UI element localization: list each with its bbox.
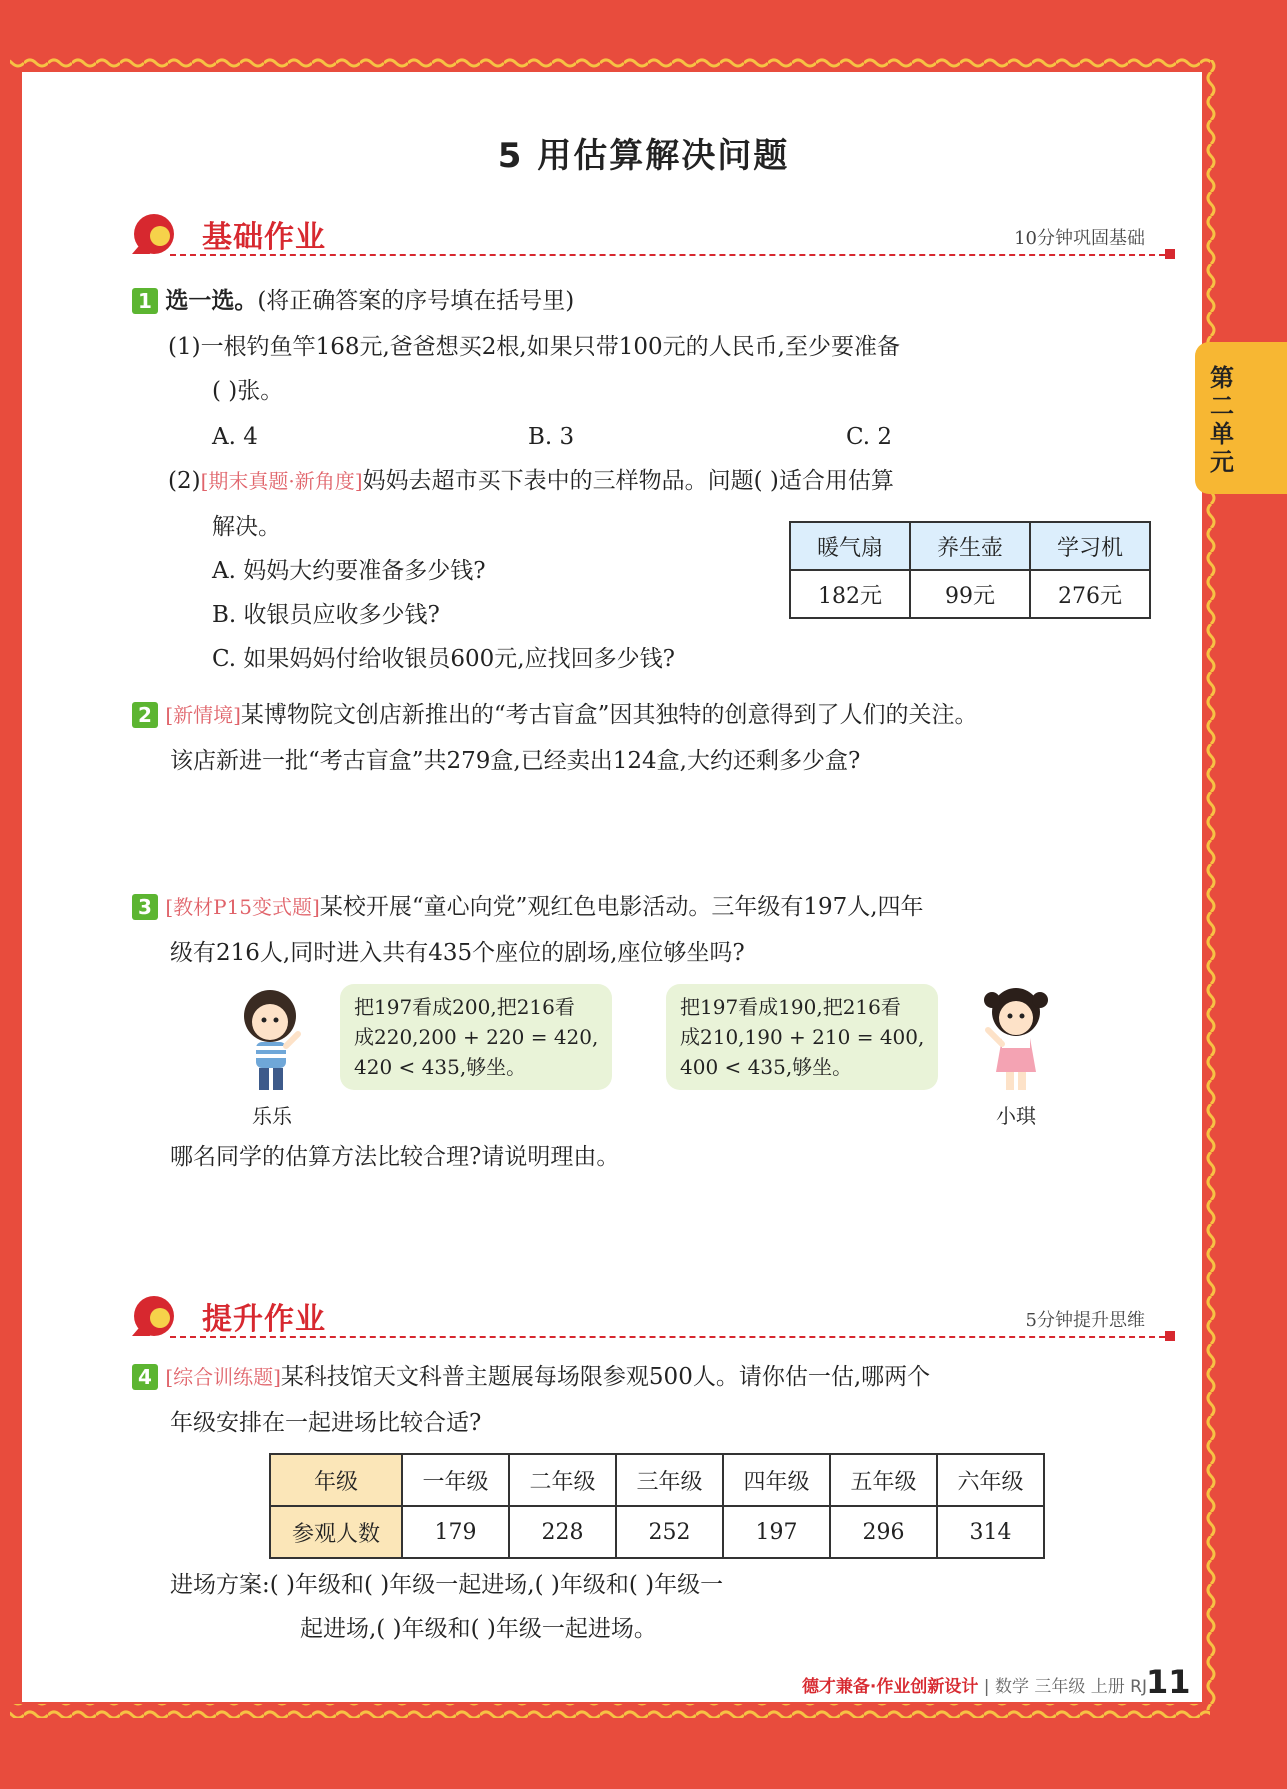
table-cell: 182元	[790, 570, 910, 618]
q1-part2-text: 妈妈去超市买下表中的三样物品。问题( )适合用估算	[362, 468, 894, 494]
table-cell: 296	[830, 1506, 937, 1558]
q1-part1-line2: ( )张。	[212, 378, 284, 404]
table-cell: 179	[402, 1506, 509, 1558]
boy-character-illustration	[232, 986, 312, 1096]
table-header-cell: 养生壶	[910, 522, 1030, 570]
question-number: 4	[132, 1364, 158, 1390]
grade-visitors-table	[269, 1453, 1045, 1559]
table-header-cell: 二年级	[509, 1454, 616, 1506]
table-cell: 197	[723, 1506, 830, 1558]
q1-part2-line1	[168, 466, 894, 496]
section-divider-end	[1165, 1331, 1175, 1341]
page-title: 5 用估算解决问题	[497, 136, 790, 176]
table-header-cell: 四年级	[723, 1454, 830, 1506]
table-cell: 228	[509, 1506, 616, 1558]
section-title: 提升作业	[202, 1302, 326, 1337]
q1-part1-option-b: B. 3	[528, 424, 575, 450]
q1-part2-tag: [期末真题·新角度]	[200, 469, 363, 493]
question-2-text: 某博物院文创店新推出的“考古盲盒”因其独特的创意得到了人们的关注。	[240, 702, 978, 728]
question-2-line2: 该店新进一批“考古盲盒”共279盒,已经卖出124盒,大约还剩多少盒?	[170, 748, 861, 774]
question-3-ask: 哪名同学的估算方法比较合理?请说明理由。	[170, 1144, 620, 1170]
footer-info: 数学 三年级 上册 RJ	[994, 1677, 1147, 1697]
question-1-head: 选一选。	[165, 288, 258, 314]
bubble-line: 成220,200 + 220 = 420,	[354, 1025, 599, 1049]
question-2-tag: [新情境]	[165, 703, 241, 727]
q1-part1-option-a: A. 4	[212, 424, 258, 450]
footer-brand: 德才兼备·作业创新设计	[801, 1677, 979, 1697]
section-header-basic	[130, 210, 1175, 260]
table-cell: 276元	[1030, 570, 1150, 618]
table-cell: 252	[616, 1506, 723, 1558]
q1-part2-option-c: C. 如果妈妈付给收银员600元,应找回多少钱?	[212, 646, 675, 672]
table-cell: 99元	[910, 570, 1030, 618]
section-note: 10分钟巩固基础	[1014, 228, 1145, 249]
question-number: 3	[132, 894, 158, 920]
table-header-cell: 三年级	[616, 1454, 723, 1506]
table-header-cell: 学习机	[1030, 522, 1150, 570]
table-header-cell: 六年级	[937, 1454, 1044, 1506]
table-header-cell: 暖气扇	[790, 522, 910, 570]
girl-character-illustration	[972, 982, 1062, 1094]
q1-part2-prefix: (2)	[168, 468, 201, 494]
question-4-line1	[132, 1362, 930, 1392]
section-divider	[170, 254, 1175, 256]
question-3-tag: [教材P15变式题]	[165, 895, 320, 919]
question-3-text: 某校开展“童心向党”观红色电影活动。三年级有197人,四年	[319, 894, 924, 920]
table-cell: 314	[937, 1506, 1044, 1558]
q1-part1-line1: (1)一根钓鱼竿168元,爸爸想买2根,如果只带100元的人民币,至少要准备	[168, 334, 900, 360]
question-4-tag: [综合训练题]	[165, 1365, 281, 1389]
table-header-cell: 五年级	[830, 1454, 937, 1506]
medal-icon	[130, 210, 182, 258]
name-left: 乐乐	[252, 1104, 292, 1128]
section-divider	[170, 1336, 1175, 1338]
answer-plan-line1: 进场方案:( )年级和( )年级一起进场,( )年级和( )年级一	[170, 1572, 724, 1598]
q1-part1-option-c: C. 2	[846, 424, 893, 450]
table-row-label: 年级	[270, 1454, 402, 1506]
table-row-label: 参观人数	[270, 1506, 402, 1558]
bubble-line: 把197看成200,把216看	[354, 995, 575, 1019]
speech-bubble-right	[666, 984, 938, 1090]
question-1-instruction: (将正确答案的序号填在括号里)	[257, 288, 575, 314]
section-header-advanced	[130, 1292, 1175, 1342]
bubble-line: 420 < 435,够坐。	[354, 1055, 527, 1079]
section-note: 5分钟提升思维	[1025, 1310, 1145, 1331]
q1-part2-line2: 解决。	[212, 514, 281, 540]
speech-bubble-left	[340, 984, 612, 1090]
footer: 德才兼备·作业创新设计 | 数学 三年级 上册 RJ	[801, 1677, 1147, 1697]
q1-part2-option-b: B. 收银员应收多少钱?	[212, 602, 440, 628]
table-header-cell: 一年级	[402, 1454, 509, 1506]
medal-icon	[130, 1292, 182, 1340]
question-3-line1	[132, 892, 924, 922]
bubble-line: 把197看成190,把216看	[680, 995, 901, 1019]
goods-price-table	[789, 521, 1151, 619]
section-divider-end	[1165, 249, 1175, 259]
question-1-header	[132, 286, 574, 316]
unit-side-tab	[1195, 342, 1287, 494]
question-number: 2	[132, 702, 158, 728]
unit-side-tab-label: 第二单元	[1210, 364, 1234, 476]
question-number: 1	[132, 288, 158, 314]
question-3-line2: 级有216人,同时进入共有435个座位的剧场,座位够坐吗?	[170, 940, 745, 966]
page-number: 11	[1146, 1663, 1191, 1701]
q1-part2-option-a: A. 妈妈大约要准备多少钱?	[212, 558, 486, 584]
section-title: 基础作业	[202, 220, 326, 255]
question-4-line2: 年级安排在一起进场比较合适?	[170, 1410, 482, 1436]
name-right: 小琪	[996, 1104, 1036, 1128]
question-4-text: 某科技馆天文科普主题展每场限参观500人。请你估一估,哪两个	[280, 1364, 931, 1390]
bubble-line: 400 < 435,够坐。	[680, 1055, 853, 1079]
answer-plan-line2: 起进场,( )年级和( )年级一起进场。	[300, 1616, 657, 1642]
bubble-line: 成210,190 + 210 = 400,	[680, 1025, 925, 1049]
question-2-line1	[132, 700, 977, 730]
